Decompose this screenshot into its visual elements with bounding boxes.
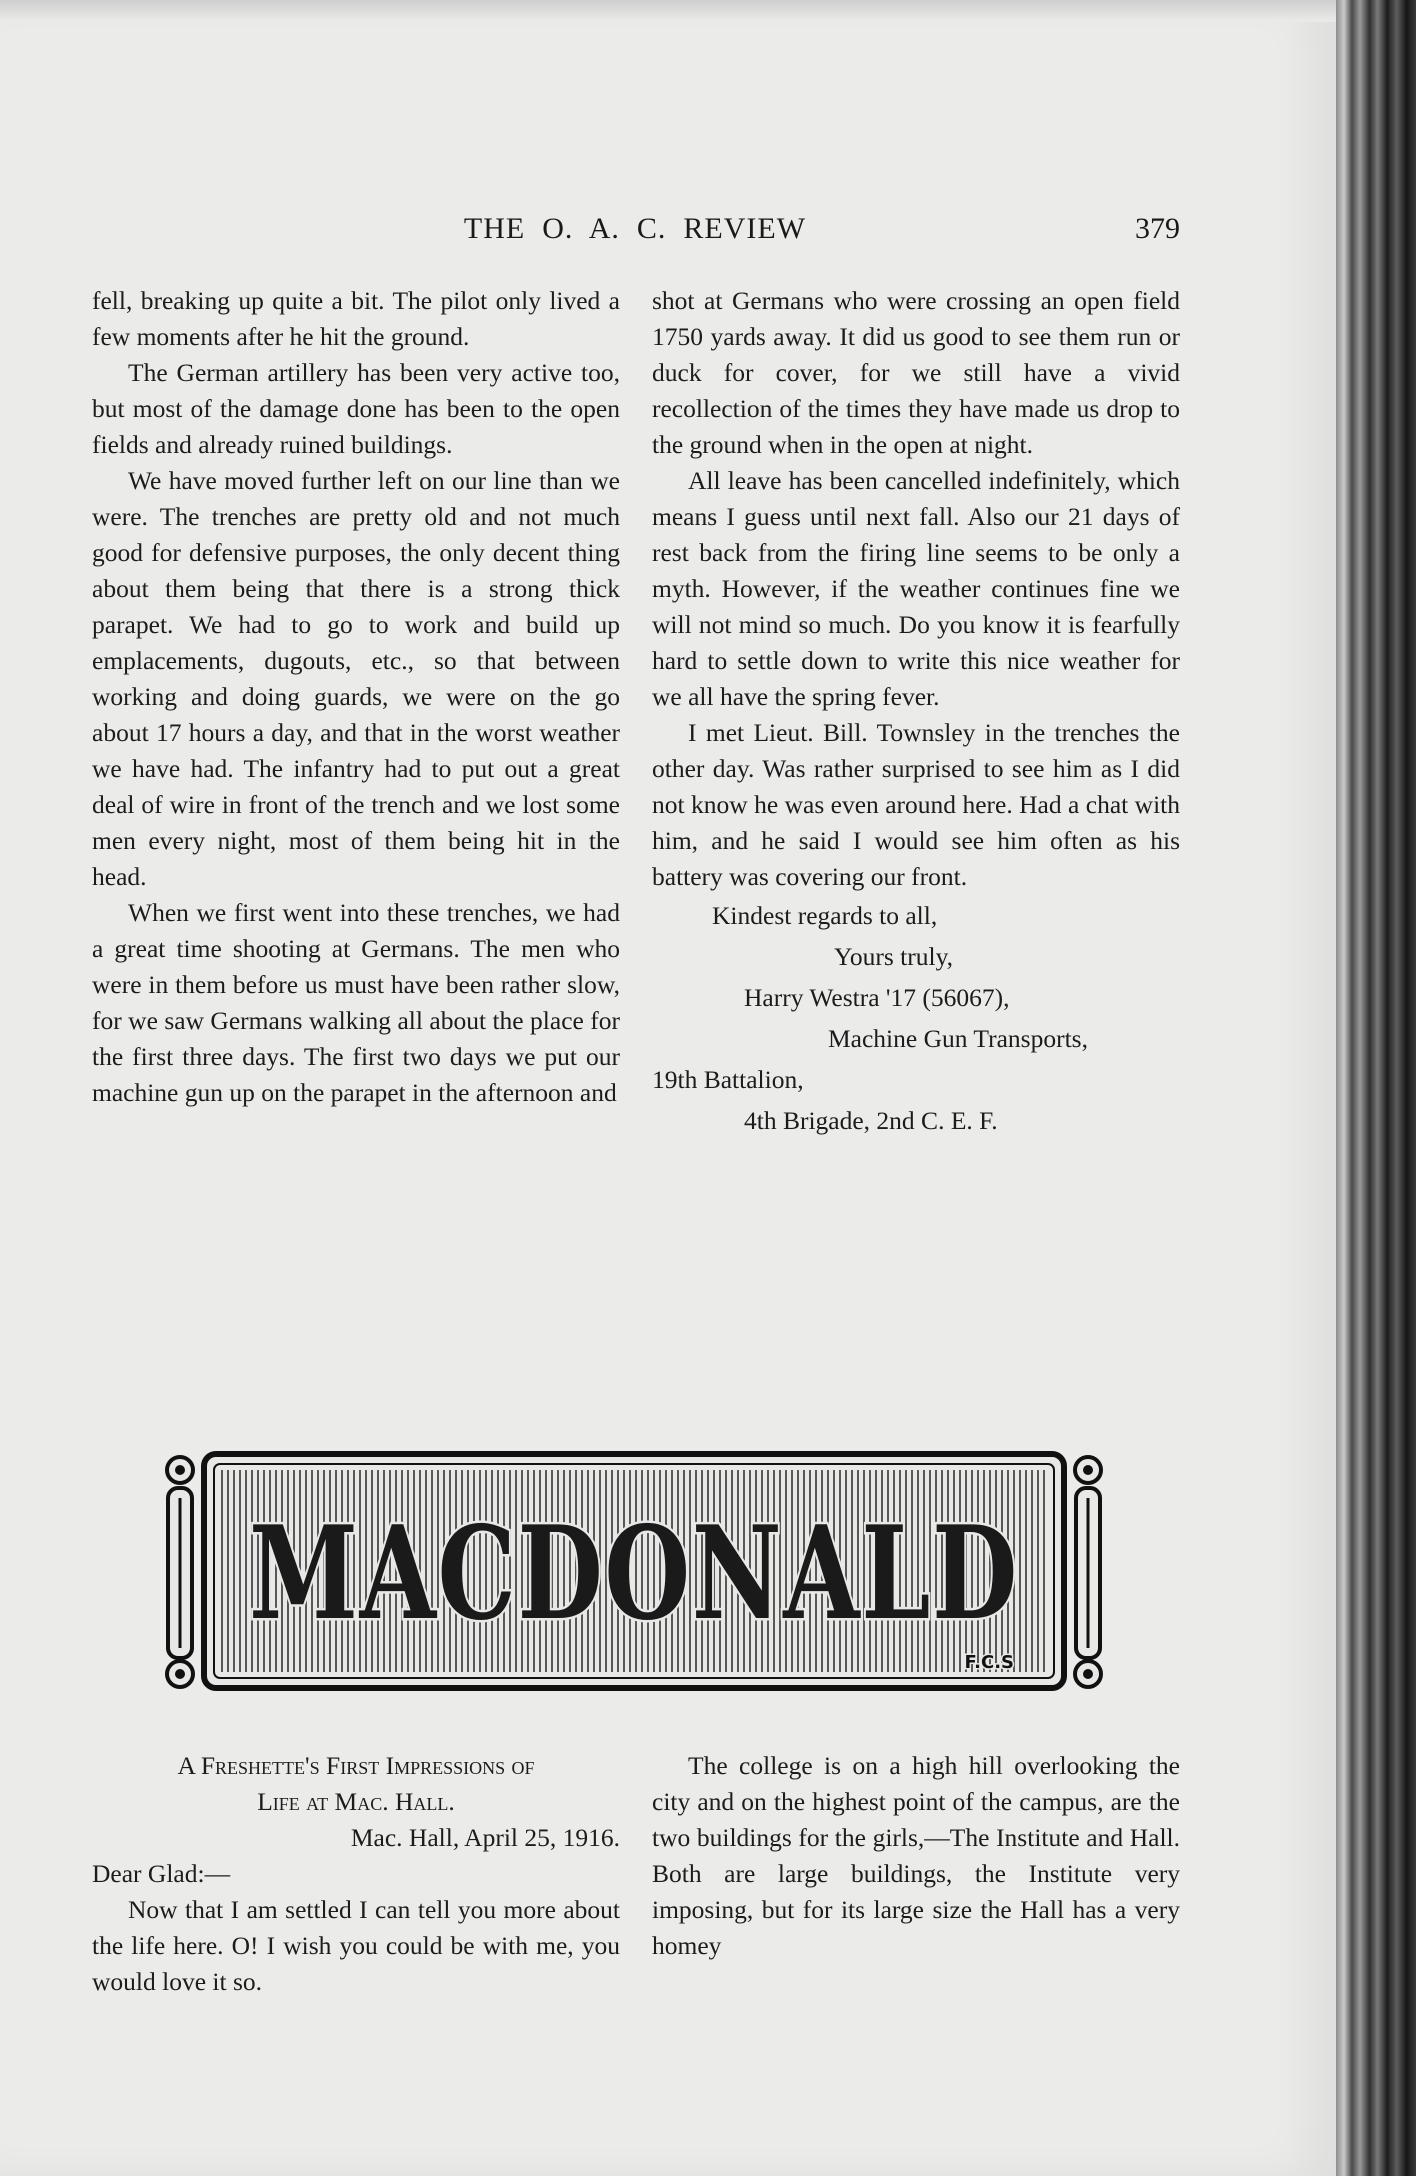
signature-name: Harry Westra '17 (56067), [744, 983, 1010, 1012]
signature-yours: Yours truly, [834, 942, 954, 971]
page-number: 379 [1135, 212, 1180, 245]
article-salutation: Dear Glad:— [92, 1859, 231, 1888]
paragraph: I met Lieut. Bill. Townsley in the trenches the other day. Was rather surprised to see him as I did not know he was even around here. Had a chat with him, and he said I would see him often as his battery was covering our front. [652, 718, 1180, 891]
paragraph: shot at Germans who were crossing an open field 1750 yards away. It did us good to see them run or duck for cover, for we still have a vivid recollection of the times they have made us drop to the ground when in the open at night. [652, 286, 1180, 459]
paragraph: Now that I am settled I can tell you more about the life here. O! I wish you could be with me, you would love it so. [92, 1895, 620, 1996]
signature-unit: Machine Gun Transports, [828, 1024, 1088, 1053]
article-title: Life at Mac. Hall. [257, 1787, 455, 1816]
paragraph: All leave has been cancelled indefinitely, which means I guess until next fall. Also our 21 days of rest back from the firing line seems to be only a myth. However, if the weather continues fine we will not mind so much. Do you know it is fearfully hard to settle down to write this nice weather for we all have the spring fever. [652, 466, 1180, 711]
letter-signature [652, 895, 1180, 1141]
signature-unit: 19th Battalion, [652, 1065, 804, 1094]
signature-closing: Kindest regards to all, [712, 901, 938, 930]
article-right-column [652, 1748, 1180, 1964]
macdonald-banner [164, 1446, 1104, 1696]
paragraph: The college is on a high hill overlooking the city and on the highest point of the campus, are the two buildings for the girls,—The Institute and Hall. Both are large buildings, the Institute very imposing, but for its large size the Hall has a very homey [652, 1751, 1180, 1960]
article-left-column [92, 1748, 620, 2000]
signature-unit: 4th Brigade, 2nd C. E. F. [744, 1106, 998, 1135]
article-title: A Freshette's First Impressions of [177, 1751, 535, 1780]
banner-text: MACDONALD [249, 1499, 1019, 1649]
banner-right-ornament [1075, 1457, 1101, 1687]
article-dateline: Mac. Hall, April 25, 1916. [350, 1823, 620, 1852]
paragraph: The German artillery has been very active too, but most of the damage done has been to the open fields and already ruined buildings. [92, 358, 620, 459]
right-column [652, 283, 1180, 1141]
page-top-edge [0, 0, 1336, 22]
paragraph: fell, breaking up quite a bit. The pilot only lived a few moments after he hit the ground. [92, 286, 620, 351]
left-column [92, 283, 620, 1111]
paragraph: When we first went into these trenches, we had a great time shooting at Germans. The men who were in them before us must have been rather slow, for we saw Germans walking all about the place for the first three days. The first two days we put our machine gun up on the parapet in the afternoon and [92, 898, 620, 1107]
banner-initials: F.C.S [964, 1652, 1014, 1673]
running-header [90, 212, 1180, 252]
banner-left-ornament [167, 1457, 193, 1687]
book-spine-edge [1336, 0, 1416, 2176]
journal-title: THE O. A. C. REVIEW [463, 212, 807, 245]
paragraph: We have moved further left on our line than we were. The trenches are pretty old and not much good for defensive purposes, the only decent thing about them being that there is a strong thick parapet. We had to go to work and build up emplacements, dugouts, etc., so that between working and doing guards, we were on the go about 17 hours a day, and that in the worst weather we have had. The infantry had to put out a great deal of wire in front of the trench and we lost some men every night, most of them being hit in the head. [92, 466, 620, 891]
